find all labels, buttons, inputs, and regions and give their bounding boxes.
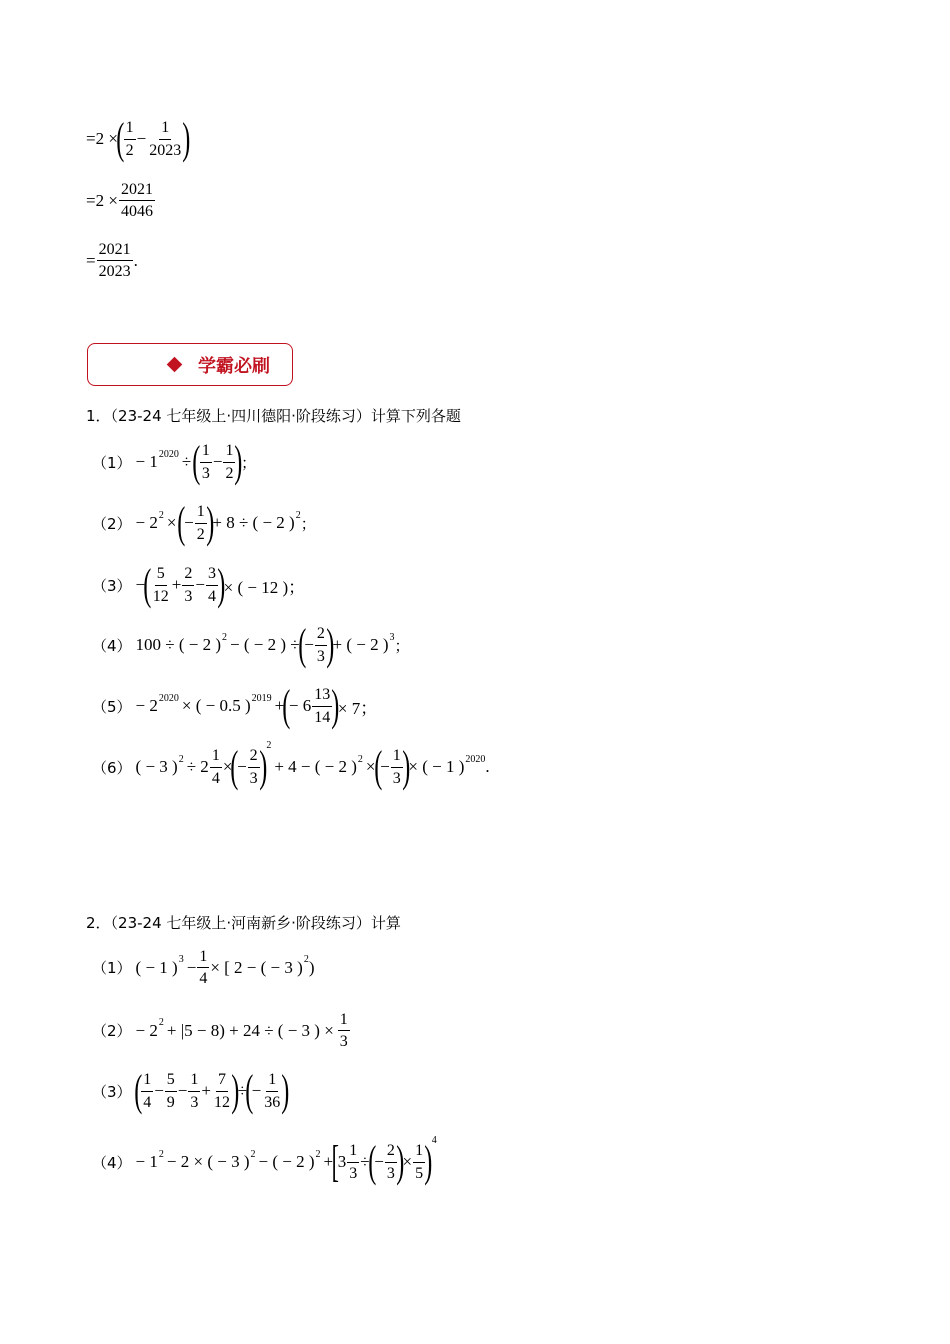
expr-text: − — [184, 513, 194, 532]
exponent: 2 — [178, 753, 184, 765]
expr-text: =2 × — [86, 129, 118, 148]
denominator: 2 — [196, 525, 205, 543]
fraction — [195, 502, 207, 543]
fraction — [338, 1010, 350, 1051]
bracket: ( — [245, 1066, 254, 1115]
expr-text: − ( − 2 ) — [258, 1152, 315, 1171]
expr-text: − 2 — [135, 513, 158, 532]
question-1-header — [86, 405, 461, 426]
numerator: 1 — [391, 746, 403, 767]
numerator: 2021 — [119, 180, 155, 201]
expr-text: − — [154, 1081, 164, 1100]
denominator: 4 — [207, 587, 216, 605]
denominator: 36 — [264, 1093, 281, 1111]
expr-text: ) — [308, 957, 315, 977]
denominator: 3 — [316, 647, 325, 665]
expr-text: − 1 — [135, 452, 158, 471]
fraction — [206, 564, 218, 605]
expr-text: + — [323, 1152, 334, 1171]
exponent: 2 — [158, 1017, 164, 1029]
exponent: 3 — [389, 631, 395, 643]
expr-text: + — [171, 575, 182, 594]
expr-text: + 8 ÷ ( − 2 ) — [212, 513, 295, 532]
numerator: 1 — [266, 1070, 278, 1091]
expr-text: − — [186, 957, 197, 977]
q1-part-1 — [92, 437, 257, 486]
fraction — [197, 947, 209, 988]
bracket: [ — [331, 1137, 340, 1186]
part-label: （3） — [92, 576, 132, 595]
denominator: 2 — [125, 141, 134, 159]
exponent: 2 — [315, 1148, 321, 1160]
denominator: 3 — [190, 1093, 199, 1111]
fraction — [315, 624, 327, 665]
bracket: ) — [326, 620, 335, 669]
numerator: 3 — [206, 564, 218, 585]
denominator: 3 — [184, 587, 193, 605]
expr-text: ÷ — [360, 1152, 370, 1171]
expr-text: × — [222, 757, 233, 776]
expr-text: 100 ÷ ( − 2 ) — [135, 635, 222, 654]
denominator: 12 — [213, 1093, 230, 1111]
expr-text: − — [251, 1081, 262, 1100]
denominator: 5 — [415, 1164, 424, 1182]
fraction — [347, 1141, 359, 1182]
expr-text: ÷ — [181, 452, 192, 471]
expr-text: − — [304, 635, 314, 654]
section-header — [87, 343, 293, 386]
bracket: ( — [192, 437, 201, 486]
solution-line-1 — [86, 114, 191, 163]
expr-text: ； — [241, 453, 257, 472]
denominator: 14 — [314, 708, 331, 726]
exponent: 4 — [431, 1134, 437, 1146]
expr-text: = — [86, 250, 96, 270]
denominator: 2 — [225, 464, 234, 482]
expr-text: − — [380, 757, 390, 776]
expr-text: =2 × — [86, 190, 118, 210]
bracket: ) — [331, 681, 340, 730]
numerator: 1 — [413, 1141, 425, 1162]
fraction — [188, 1070, 200, 1111]
part-label: （1） — [92, 959, 132, 978]
expr-text: + 4 − ( − 2 ) — [274, 757, 357, 776]
part-label: （4） — [92, 636, 132, 655]
bracket: ( — [373, 742, 382, 791]
fraction — [124, 118, 136, 159]
section-title: 学霸必刷 — [198, 355, 270, 377]
numerator: 2 — [315, 624, 327, 645]
fraction — [262, 1070, 282, 1111]
numerator: 1 — [124, 118, 136, 139]
denominator: 4 — [143, 1093, 152, 1111]
denominator: 9 — [166, 1093, 175, 1111]
bracket: ( — [367, 1137, 376, 1186]
denominator: 12 — [152, 587, 169, 605]
solution-line-3 — [86, 240, 138, 281]
bracket: ( — [230, 742, 239, 791]
numerator: 2 — [182, 564, 194, 585]
expr-text: − — [212, 452, 223, 471]
expr-text: 3 — [337, 1152, 347, 1171]
exponent: 2020 — [465, 753, 486, 765]
exponent: 2 — [250, 1148, 256, 1160]
bracket: ) — [206, 498, 215, 547]
part-label: （3） — [92, 1082, 132, 1101]
expr-text: + — [201, 1081, 211, 1100]
denominator: 4 — [199, 970, 208, 988]
bracket: ) — [396, 1137, 405, 1186]
numerator: 1 — [200, 441, 212, 462]
exponent: 2 — [158, 509, 164, 521]
part-label: （6） — [92, 758, 132, 777]
expr-text: × ( − 0.5 ) — [181, 696, 251, 715]
bracket: ) — [258, 742, 268, 791]
expr-text: − 6 — [288, 696, 312, 715]
expr-text: × — [166, 513, 177, 532]
fraction — [200, 441, 212, 482]
q1-part-2 — [92, 498, 316, 547]
denominator: 3 — [386, 1164, 395, 1182]
expr-text: ÷ 2 — [186, 757, 209, 776]
expr-text: − — [135, 575, 146, 594]
part-label: （4） — [92, 1153, 132, 1172]
question-2-header — [86, 912, 401, 933]
operator: − — [136, 129, 147, 148]
part-label: （5） — [92, 697, 132, 716]
part-label: （1） — [92, 453, 132, 472]
expr-text: × ( − 1 ) — [408, 757, 465, 776]
q1-part-4 — [92, 620, 410, 669]
expr-text: − ( − 2 ) ÷ — [230, 635, 300, 654]
q1-part-6 — [92, 739, 490, 791]
denominator: 4046 — [120, 203, 153, 221]
expr-text: − 2 — [135, 696, 158, 715]
expr-text: + — [274, 696, 285, 715]
expr-text: + |5 − 8) + 24 ÷ ( − 3 ) × — [166, 1020, 334, 1040]
expr-text: − — [195, 575, 205, 594]
bracket: ( — [143, 560, 152, 609]
right-paren: ) — [182, 114, 191, 163]
exponent: 2020 — [158, 692, 179, 704]
fraction — [141, 1070, 153, 1111]
denominator: 3 — [349, 1164, 358, 1182]
denominator: 2023 — [98, 263, 131, 281]
exponent: 2 — [158, 1148, 164, 1160]
left-paren: ( — [116, 114, 125, 163]
numerator: 1 — [188, 1070, 200, 1091]
fraction — [413, 1141, 425, 1182]
exponent: 2019 — [251, 692, 272, 704]
fraction — [151, 564, 171, 605]
numerator: 2 — [248, 746, 260, 767]
fraction — [312, 685, 332, 726]
fraction — [210, 746, 222, 787]
numerator: 1 — [141, 1070, 153, 1091]
fraction — [147, 118, 183, 159]
numerator: 7 — [216, 1070, 228, 1091]
expr-text: . — [485, 757, 490, 776]
expr-text: − — [237, 757, 247, 776]
bracket: ) — [217, 560, 226, 609]
fraction — [165, 1070, 177, 1111]
bracket: ( — [282, 681, 291, 730]
expr-text: × 7； — [337, 698, 378, 718]
numerator: 2 — [385, 1141, 397, 1162]
expr-text: − 2 — [135, 1020, 158, 1040]
solution-line-2 — [86, 180, 156, 221]
q2-part-4 — [92, 1134, 437, 1186]
fraction — [182, 564, 194, 605]
exponent: 2 — [295, 509, 301, 521]
numerator: 13 — [312, 685, 332, 706]
exponent: 2020 — [158, 448, 179, 460]
fraction — [97, 240, 133, 281]
expr-text: − — [177, 1081, 188, 1100]
fraction — [212, 1070, 232, 1111]
bracket: ) — [424, 1137, 433, 1186]
question-text: 2．（23-24 七年级上·河南新乡·阶段练习）计算 — [86, 914, 401, 932]
exponent: 2 — [357, 753, 363, 765]
fraction — [119, 180, 155, 221]
q2-part-2 — [92, 1010, 351, 1051]
bracket: ) — [402, 742, 411, 791]
bracket: ) — [231, 1066, 240, 1115]
fraction — [391, 746, 403, 787]
expr-text: − 1 — [135, 1152, 158, 1171]
denominator: 3 — [201, 464, 210, 482]
expr-text: ； — [300, 514, 316, 533]
diamond-icon — [167, 357, 183, 373]
expr-text: × [ 2 − ( − 3 ) — [210, 957, 303, 977]
numerator: 2021 — [97, 240, 133, 261]
bracket: ) — [281, 1066, 290, 1115]
exponent: 2 — [266, 739, 272, 751]
denominator: 3 — [249, 769, 258, 787]
q1-part-3 — [92, 560, 306, 609]
expr-text: ； — [394, 636, 410, 655]
expr-text: + ( − 2 ) — [332, 635, 389, 654]
fraction — [248, 746, 260, 787]
numerator: 1 — [210, 746, 222, 767]
numerator: 1 — [338, 1010, 350, 1031]
q1-part-5 — [92, 681, 378, 730]
denominator: 2023 — [149, 141, 182, 159]
bracket: ) — [234, 437, 243, 486]
denominator: 3 — [392, 769, 401, 787]
bracket: ( — [297, 620, 306, 669]
q2-part-1 — [92, 947, 314, 988]
part-label: （2） — [92, 514, 132, 533]
bracket: ( — [133, 1066, 142, 1115]
expr-text: − 2 × ( − 3 ) — [166, 1152, 250, 1171]
exponent: 3 — [178, 954, 184, 966]
expr-text: ÷ — [237, 1081, 247, 1100]
bracket: ( — [177, 498, 186, 547]
expr-text: × — [402, 1152, 413, 1171]
fraction — [385, 1141, 397, 1182]
expr-text: ( − 1 ) — [135, 957, 178, 977]
numerator: 1 — [223, 441, 235, 462]
denominator: 4 — [211, 769, 220, 787]
exponent: 2 — [303, 954, 309, 966]
question-text: 1．（23-24 七年级上·四川德阳·阶段练习）计算下列各题 — [86, 407, 461, 425]
part-label: （2） — [92, 1022, 132, 1041]
q2-part-3 — [92, 1066, 290, 1115]
expr-text: × ( − 12 )； — [223, 577, 306, 597]
numerator: 1 — [197, 947, 209, 968]
numerator: 1 — [159, 118, 171, 139]
expr-text: . — [133, 250, 138, 270]
denominator: 3 — [339, 1033, 348, 1051]
expr-text: × — [365, 757, 376, 776]
expr-text: ( − 3 ) — [135, 757, 178, 776]
numerator: 1 — [347, 1141, 359, 1162]
numerator: 5 — [165, 1070, 177, 1091]
numerator: 5 — [155, 564, 167, 585]
expr-text: − — [374, 1152, 384, 1171]
exponent: 2 — [222, 631, 228, 643]
numerator: 1 — [195, 502, 207, 523]
